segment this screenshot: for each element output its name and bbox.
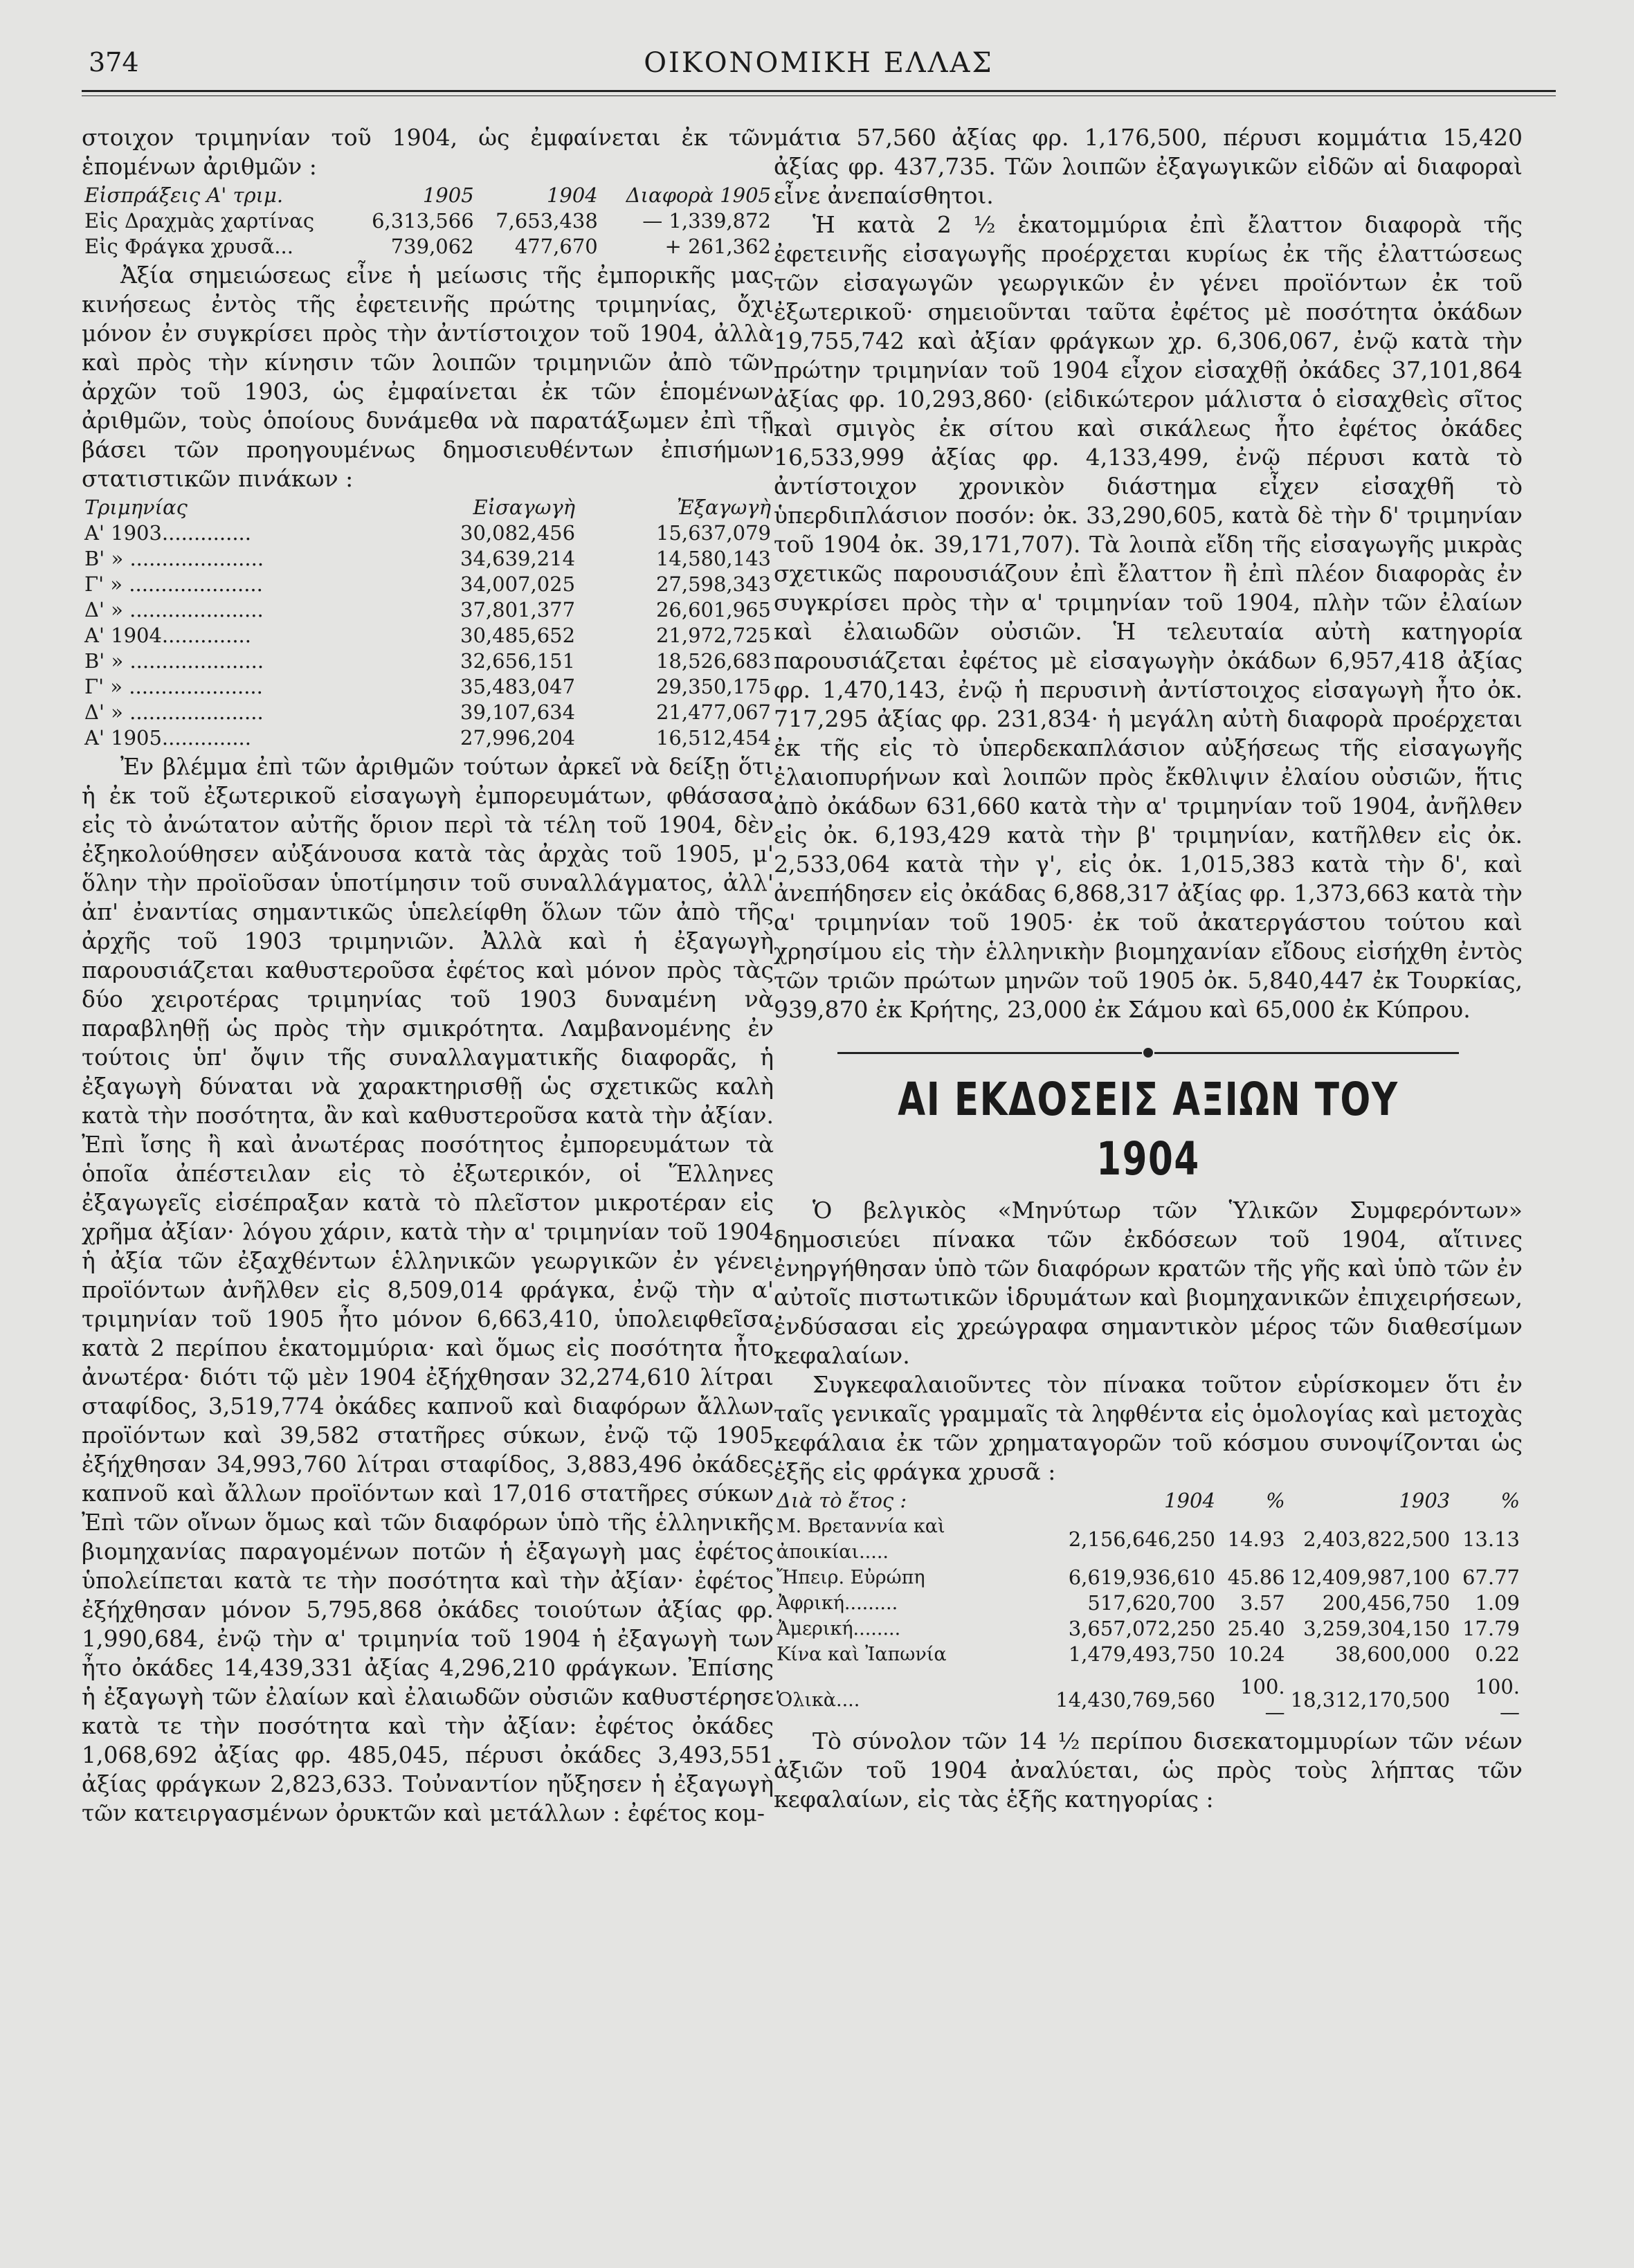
- page-number: 374: [89, 47, 139, 78]
- table-row: [774, 1565, 1523, 1590]
- table-cell: 34,639,214: [460, 547, 576, 570]
- table-cell: 200,456,750: [1322, 1591, 1451, 1615]
- table-cell: 2,156,646,250: [1068, 1527, 1215, 1551]
- table-row: [82, 546, 774, 572]
- table-row: [82, 208, 774, 234]
- table-cell: 517,620,700: [1087, 1591, 1215, 1615]
- table-row: [774, 1590, 1523, 1616]
- table-cell: 3,259,304,150: [1303, 1617, 1451, 1640]
- table-cell: — 1,339,872: [642, 209, 771, 233]
- right-paragraph-2: Ἡ κατὰ 2 ½ ἑκατομμύρια ἐπὶ ἔλαττον διαφορὰ τῆς ἐφετεινῆς εἰσαγωγῆς προέρχεται κυρίως ἐκ τῆς ἐλαττώσεως τῶν εἰσαγωγῶν γεωργικῶν ἐν γένει προϊόντων ἐκ τοῦ ἐξωτερικοῦ· σημειοῦνται ταῦτα ἐφέτος μὲ ποσότητα ὀκάδων 19,755,742 καὶ ἀξίαν φράγκων χρ. 6,306,067, ἐνῷ κατὰ τὴν πρώτην τριμηνίαν τοῦ 1904 εἶχον εἰσαχθῇ ὀκάδες 37,101,864 ἀξίας φρ. 10,293,860· (εἰδικώτερον μάλιστα ὁ εἰσαχθεὶς σῖτος καὶ σμιγὸς ἐκ σίτου καὶ σικάλεως ἦτο ἐφέτος ὀκάδες 16,533,999 ἀξίας φρ. 4,133,499, ἐνῷ πέρυσι κατὰ τὸ ἀντίστοιχον χρονικὸν διάστημα εἶχεν εἰσαχθῆ τὸ ὑπερδιπλάσιον ποσόν: ὀκ. 33,290,605, κατὰ δὲ τὴν δ' τριμηνίαν τοῦ 1904 ὀκ. 39,171,707). Τὰ λοιπὰ εἴδη τῆς εἰσαγωγῆς μικρὰς σχετικῶς παρουσιάζουν ἐπὶ ἔλαττον ἢ ἐπὶ πλέον διαφορὰς ἐν συγκρίσει πρὸς τὴν α' τριμηνίαν τοῦ 1904, πλὴν τῶν ἐλαίων καὶ ἐλαιωδῶν οὐσιῶν. Ἡ τελευταία αὐτὴ κατηγορία παρουσιάζεται ἐφέτος μὲ εἰσαγωγὴν ὀκάδων 6,957,418 ἀξίας φρ. 1,470,143, ἐνῷ ἡ περυσινὴ ἀντίστοιχος εἰσαγωγὴ ἦτο ὀκ. 717,295 ἀξίας φρ. 231,834· ἡ μεγάλη αὐτὴ διαφορὰ προέρχεται ἐκ τῆς εἰς τὸ ὑπερδεκαπλάσιον αὐξήσεως τῆς εἰσαγωγῆς ἐλαιοπυρήνων καὶ λοιπῶν πρὸς ἔκθλιψιν ἐλαίου οὐσιῶν, ἥτις ἀπὸ ὀκάδων 631,660 κατὰ τὴν α' τριμηνίαν τοῦ 1904, ἀνῆλθεν εἰς ὀκ. 6,193,429 κατὰ τὴν β' τριμηνίαν, κατῆλθεν εἰς ὀκ. 2,533,064 κατὰ τὴν γ', εἰς ὀκ. 1,015,383 κατὰ τὴν δ', καὶ ἀνεπήδησεν εἰς ὀκάδας 6,868,317 ἀξίας φρ. 1,373,663 κατὰ τὴν α' τριμηνίαν τοῦ 1905· ἐκ τοῦ ἀκατεργάστου τούτου καὶ χρησίμου εἰς τὴν ἑλληνικὴν βιομηχανίαν εἴδους εἰσήχθη ἐντὸς τῶν τριῶν πρώτων μηνῶν τοῦ 1905 ὀκ. 5,840,447 ἐκ Τουρκίας, 939,870 ἐκ Κρήτης, 23,000 ἐκ Σάμου καὶ 65,000 ἐκ Κύπρου.: [774, 211, 1523, 1023]
- col-header: %: [1500, 1489, 1520, 1512]
- table-row: [82, 623, 774, 648]
- running-header: [82, 40, 1556, 82]
- col-header: Διὰ τὸ ἔτος :: [777, 1489, 907, 1512]
- table-cell: 2,403,822,500: [1303, 1527, 1451, 1551]
- table-cell: 38,600,000: [1335, 1642, 1451, 1666]
- table-row: [82, 648, 774, 674]
- receipts-table: [82, 183, 774, 260]
- table-cell: Ἤπειρ. Εὐρώπη: [777, 1567, 925, 1588]
- right-paragraph-3: Ὁ βελγικὸς «Μηνύτωρ τῶν Ὑλικῶν Συμφερόντων» δημοσιεύει πίνακα τῶν ἐκδόσεων τοῦ 1904, αἵτινες ἐνηργήθησαν ὑπὸ τῶν διαφόρων κρατῶν τῆς γῆς καὶ ὑπὸ τῶν ἐν αὐτοῖς πιστωτικῶν ἱδρυμάτων καὶ βιομηχανικῶν ἐπιχειρήσεων, ἐνδύσασαι εἰς χρεώγραφα σημαντικὸν μέρος τῶν διαθεσίμων κεφαλαίων.: [774, 1197, 1523, 1369]
- table-row: [774, 1642, 1523, 1667]
- col-header: 1904: [1164, 1489, 1215, 1512]
- trade-by-quarter-table: [82, 495, 774, 751]
- table-cell: 16,512,454: [655, 726, 771, 750]
- table-cell: Δ' » .....................: [84, 700, 264, 724]
- table-cell: 15,637,079: [655, 521, 771, 545]
- table-cell: Ἀμερική........: [777, 1618, 901, 1640]
- table-row: [82, 572, 774, 597]
- col-header: Διαφορὰ 1905: [626, 183, 771, 207]
- table-cell: 45.86: [1227, 1566, 1285, 1589]
- table-cell: Ὁλικὰ....: [777, 1689, 860, 1711]
- table-cell: 21,477,067: [655, 700, 771, 724]
- col-header: 1903: [1399, 1489, 1451, 1512]
- table-cell: 100.—: [1475, 1675, 1520, 1724]
- right-paragraph-4: Συγκεφαλαιοῦντες τὸν πίνακα τοῦτον εὑρίσκομεν ὅτι ἐν ταῖς γενικαῖς γραμμαῖς τὰ ληφθέντα εἰς ὁμολογίας καὶ μετοχὰς κεφάλαια ἐκ τῶν χρηματαγορῶν τοῦ κόσμου συνοψίζονται ὡς ἑξῆς εἰς φράγκα χρυσᾶ :: [774, 1371, 1523, 1485]
- table-cell: Εἰς Φράγκα χρυσᾶ...: [84, 235, 293, 258]
- table-cell: 18,312,170,500: [1290, 1687, 1451, 1712]
- table-cell: 27,996,204: [460, 726, 576, 750]
- table-cell: 6,619,936,610: [1068, 1566, 1215, 1589]
- right-paragraph-5: Τὸ σύνολον τῶν 14 ½ περίπου δισεκατομμυρίων τῶν νέων ἀξιῶν τοῦ 1904 ἀναλύεται, ὡς πρὸς τοὺς λήπτας τῶν κεφαλαίων, εἰς τὰς ἑξῆς κατηγορίας :: [774, 1727, 1523, 1813]
- table-cell: 477,670: [514, 235, 598, 258]
- table-cell: Β' » .....................: [84, 649, 264, 673]
- table-cell: Α' 1904..............: [84, 624, 251, 647]
- table-cell: 26,601,965: [655, 598, 771, 622]
- table-cell: Α' 1905..............: [84, 726, 251, 750]
- table-row: [82, 520, 774, 546]
- table-cell: + 261,362: [664, 235, 771, 258]
- table-cell: Γ' » .....................: [84, 675, 263, 698]
- col-header: %: [1266, 1489, 1285, 1512]
- col-header: Τριμηνίας: [84, 496, 188, 519]
- header-rule: [82, 90, 1556, 92]
- table-cell: Α' 1903..............: [84, 521, 251, 545]
- left-paragraph-1: Ἀξία σημειώσεως εἶνε ἡ μείωσις τῆς ἐμπορικῆς μας κινήσεως ἐντὸς τῆς ἐφετεινῆς πρώτης τριμηνίας, ὄχι μόνον ἐν συγκρίσει πρὸς τὴν ἀντίστοιχον τοῦ 1904, ἀλλὰ καὶ πρὸς τὴν κίνησιν τῶν λοιπῶν τριμηνιῶν ἀπὸ τῶν ἀρχῶν τοῦ 1903, ὡς ἐμφαίνεται ἐκ τῶν ἑπομένων ἀριθμῶν, τοὺς ὁποίους δυνάμεθα νὰ παρατάξωμεν ἐπὶ τῇ βάσει τῶν προηγουμένως δημοσιευθέντων ἐπισήμων στατιστικῶν πινάκων :: [82, 262, 774, 492]
- table-cell: Β' » .....................: [84, 547, 264, 570]
- table-cell: 14,430,769,560: [1055, 1687, 1215, 1712]
- table-cell: 21,972,725: [655, 624, 771, 647]
- table-cell: 29,350,175: [655, 675, 771, 698]
- table-row: [82, 234, 774, 260]
- col-header: Εἰσαγωγὴ: [473, 496, 576, 519]
- table-cell: 12,409,987,100: [1290, 1566, 1451, 1589]
- table-cell: 35,483,047: [460, 675, 576, 698]
- right-paragraph-1: μάτια 57,560 ἀξίας φρ. 1,176,500, πέρυσι κομμάτια 15,420 ἀξίας φρ. 437,735. Τῶν λοιπῶν ἐξαγωγικῶν εἰδῶν αἱ διαφοραὶ εἶνε ἀνεπαίσθητοι.: [774, 124, 1523, 209]
- left-intro: στοιχον τριμηνίαν τοῦ 1904, ὡς ἐμφαίνεται ἐκ τῶν ἑπομένων ἀριθμῶν :: [82, 124, 774, 180]
- table-cell: 32,656,151: [460, 649, 576, 673]
- table-cell: 27,598,343: [655, 572, 771, 596]
- table-cell: 14,580,143: [655, 547, 771, 570]
- table-cell: Μ. Βρεταννία καὶ ἀποικίαι.....: [777, 1516, 945, 1563]
- table-cell: 10.24: [1227, 1642, 1285, 1666]
- table-row: [82, 700, 774, 725]
- table-cell: 6,313,566: [372, 209, 474, 233]
- table-cell: 25.40: [1227, 1617, 1285, 1640]
- col-header: 1904: [546, 183, 598, 207]
- table-cell: 14.93: [1227, 1527, 1285, 1551]
- table-cell: 17.79: [1462, 1617, 1520, 1640]
- section-divider: [774, 1037, 1523, 1066]
- securities-issues-table: [774, 1488, 1523, 1725]
- left-paragraph-2: Ἐν βλέμμα ἐπὶ τῶν ἀριθμῶν τούτων ἀρκεῖ νὰ δείξῃ ὅτι ἡ ἐκ τοῦ ἐξωτερικοῦ εἰσαγωγὴ ἐμπορευμάτων, φθάσασα εἰς τὸ ἀνώτατον αὐτῆς ὅριον περὶ τὰ τέλη τοῦ 1904, δὲν ἐξηκολούθησεν αὐξάνουσα κατὰ τὰς ἀρχὰς τοῦ 1905, μ' ὅλην τὴν προϊοῦσαν ὑποτίμησιν τοῦ συναλλάγματος, ἀλλ' ἀπ' ἐναντίας σημαντικῶς ὑπελείφθη ὅλων τῶν ἀπὸ τῆς ἀρχῆς τοῦ 1903 τριμηνιῶν. Ἀλλὰ καὶ ἡ ἐξαγωγὴ παρουσιάζεται καθυστεροῦσα ἐφέτος καὶ μόνον πρὸς τὰς δύο χειροτέρας τριμηνίας τοῦ 1903 δυναμένη νὰ παραβληθῇ ὡς πρὸς τὴν σμικρότητα. Λαμβανομένης ἐν τούτοις ὑπ' ὄψιν τῆς συναλλαγματικῆς διαφορᾶς, ἡ ἐξαγωγὴ δύναται νὰ χαρακτηρισθῇ ὡς σχετικῶς καλὴ κατὰ τὴν ποσότητα, ἂν καὶ καθυστεροῦσα κατὰ τὴν ἀξίαν. Ἐπὶ ἴσης ἢ καὶ ἀνωτέρας ποσότητος ἐμπορευμάτων τὰ ὁποῖα ἀπέστειλαν εἰς τὸ ἐξωτερικόν, οἱ Ἕλληνες ἐξαγωγεῖς εἰσέπραξαν κατὰ τὸ πλεῖστον μικροτέραν εἰς χρῆμα ἀξίαν· λόγου χάριν, κατὰ τὴν α' τριμηνίαν τοῦ 1904 ἡ ἀξία τῶν ἐξαχθέντων ἑλληνικῶν γεωργικῶν ἐν γένει προϊόντων ἀνῆλθεν εἰς 8,509,014 φράγκα, ἐνῷ τὴν α' τριμηνίαν τοῦ 1905 ἦτο μόνον 6,663,410, ὑπολειφθεῖσα κατὰ 2 περίπου ἑκατομμύρια· καὶ ὅμως εἰς ποσότητα ἦτο ἀνωτέρα· διότι τῷ μὲν 1904 ἐξήχθησαν 32,274,610 λίτραι σταφίδος, 3,519,774 ὀκάδες καπνοῦ καὶ διαφόρων ἄλλων προϊόντων καὶ 39,582 στατῆρες σύκων, ἐνῷ τῷ 1905 ἐξήχθησαν 34,993,760 λίτραι σταφίδος, 3,883,496 ὀκάδες καπνοῦ καὶ ἄλλων προϊόντων καὶ 17,016 στατῆρες σύκων Ἐπὶ τῶν οἴνων ὅμως καὶ τῶν διαφόρων ὑπὸ τῆς ἑλληνικῆς βιομηχανίας παραγομένων ποτῶν ἡ ἐξαγωγὴ μας ἐφέτος ὑπολείπεται κατὰ τε τὴν ποσότητα καὶ τὴν ἀξίαν· ἐφέτος ἐξήχθησαν μόνον 5,795,868 ὀκάδες τοιούτων ἀξίας φρ. 1,990,684, ἐνῷ τὴν α' τριμηνία τοῦ 1904 ἡ ἐξαγωγὴ των ἦτο ὀκάδες 14,439,331 ἀξίας 4,296,210 φράγκων. Ἐπίσης ἡ ἐξαγωγὴ τῶν ἐλαίων καὶ ἐλαιωδῶν οὐσιῶν καθυστέρησε κατὰ τε τὴν ποσότητα καὶ τὴν ἀξίαν: ἐφέτος ὀκάδες 1,068,692 ἀξίας φρ. 485,045, πέρυσι ὀκάδες 3,493,551 ἀξίας φράγκων 2,823,633. Τοὐναντίον ηὔξησεν ἡ ἐξαγωγὴ τῶν κατειργασμένων ὀρυκτῶν καὶ μετάλλων : ἐφέτος κομ-: [82, 753, 774, 1826]
- table-cell: Ἀφρική.........: [777, 1593, 898, 1614]
- table-row: [82, 674, 774, 700]
- col-header: Εἰσπράξεις Α' τριμ.: [84, 183, 284, 207]
- table-cell: 67.77: [1462, 1566, 1520, 1589]
- table-cell: Κίνα καὶ Ἰαπωνία: [777, 1644, 947, 1665]
- table-cell: 1.09: [1475, 1591, 1520, 1615]
- table-cell: 30,485,652: [460, 624, 576, 647]
- table-cell: Γ' » .....................: [84, 572, 263, 596]
- table-cell: 7,653,438: [496, 209, 598, 233]
- table-cell: 3,657,072,250: [1068, 1617, 1215, 1640]
- table-cell: 13.13: [1462, 1527, 1520, 1551]
- table-row: [82, 725, 774, 751]
- col-header: 1905: [422, 183, 474, 207]
- table-row: [774, 1616, 1523, 1642]
- table-row: [82, 597, 774, 623]
- table-cell: 739,062: [390, 235, 474, 258]
- table-header-row: [774, 1488, 1523, 1514]
- table-row: [774, 1514, 1523, 1565]
- table-cell: 3.57: [1240, 1591, 1285, 1615]
- table-cell: 34,007,025: [460, 572, 576, 596]
- left-column: [82, 123, 774, 1828]
- right-column: [774, 123, 1523, 1814]
- table-total-row: [774, 1667, 1523, 1725]
- table-cell: Εἰς Δραχμὰς χαρτίνας: [84, 209, 315, 233]
- table-header-row: [82, 183, 774, 208]
- section-title: ΑΙ ΕΚΔΟΣΕΙΣ ΑΞΙΩΝ ΤΟΥ 1904: [898, 1073, 1399, 1186]
- table-header-row: [82, 495, 774, 520]
- table-cell: 39,107,634: [460, 700, 576, 724]
- table-cell: 37,801,377: [460, 598, 576, 622]
- table-cell: Δ' » .....................: [84, 598, 264, 622]
- table-cell: 30,082,456: [460, 521, 576, 545]
- col-header: Ἐξαγωγὴ: [677, 496, 771, 519]
- table-cell: 0.22: [1475, 1642, 1520, 1666]
- running-title: ΟΙΚΟΝΟΜΙΚΗ ΕΛΛΑΣ: [644, 47, 994, 79]
- table-cell: 18,526,683: [655, 649, 771, 673]
- table-cell: 1,479,493,750: [1068, 1642, 1215, 1666]
- table-cell: 100.—: [1240, 1675, 1285, 1724]
